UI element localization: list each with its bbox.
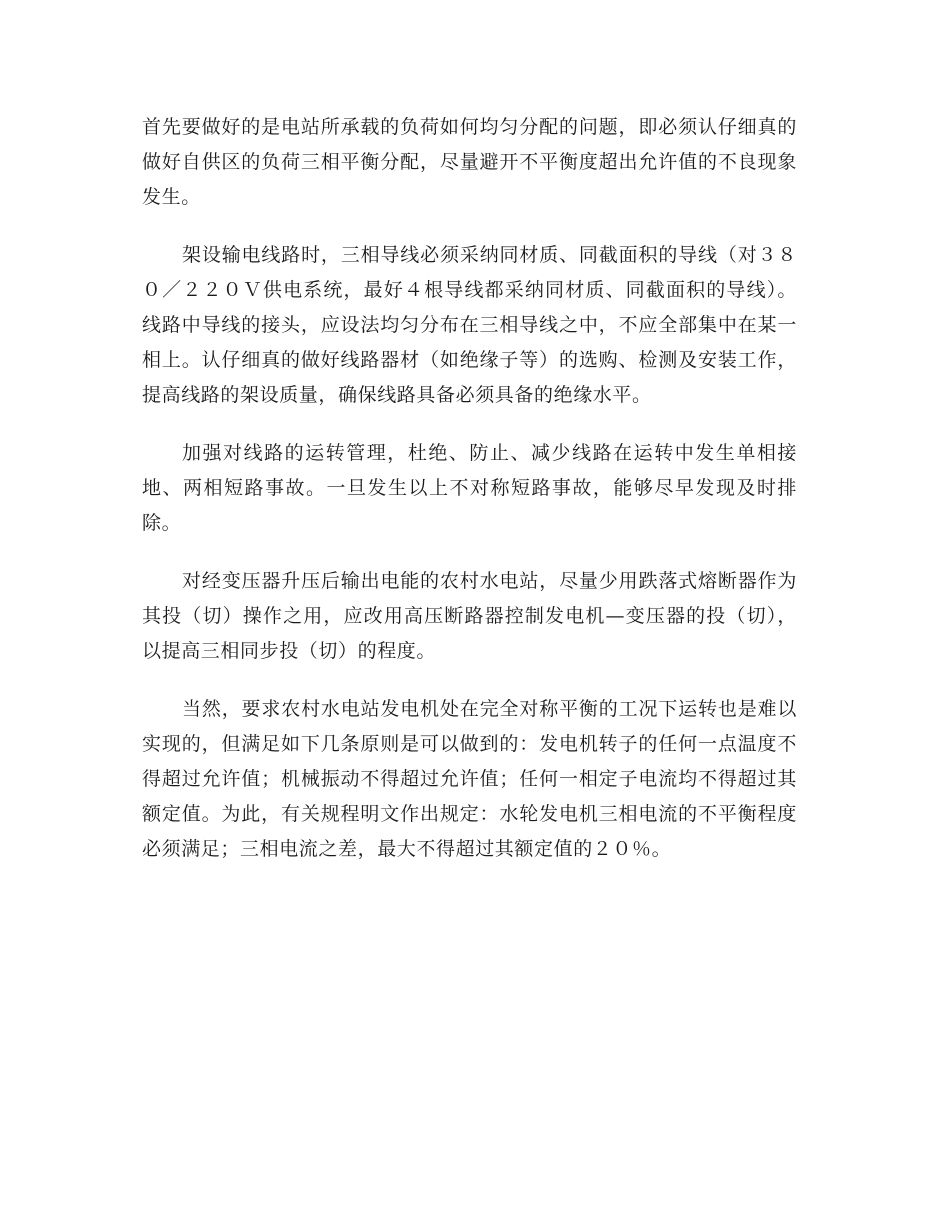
paragraph-4: 对经变压器升压后输出电能的农村水电站，尽量少用跌落式熔断器作为其投（切）操作之用，应改用高压断路器控制发电机—变压器的投（切），以提高三相同步投（切）的程度。: [142, 570, 797, 662]
document-body: [142, 110, 797, 890]
paragraph-1: 首先要做好的是电站所承载的负荷如何均匀分配的问题，即必须认仔细真的做好自供区的负荷三相平衡分配，尽量避开不平衡度超出允许值的不良现象发生。: [142, 116, 797, 208]
paragraph-5: 当然，要求农村水电站发电机处在完全对称平衡的工况下运转也是难以实现的，但满足如下几条原则是可以做到的：发电机转子的任何一点温度不得超过允许值；机械振动不得超过允许值；任何一相定子电流均不得超过其额定值。为此，有关规程明文作出规定：水轮发电机三相电流的不平衡程度必须满足；三相电流之差，最大不得超过其额定值的２０％。: [142, 698, 797, 860]
paragraph-3: 加强对线路的运转管理，杜绝、防止、减少线路在运转中发生单相接地、两相短路事故。一旦发生以上不对称短路事故，能够尽早发现及时排除。: [142, 442, 797, 534]
paragraph-2: 架设输电线路时，三相导线必须采纳同材质、同截面积的导线（对３８０／２２０Ｖ供电系统，最好４根导线都采纳同材质、同截面积的导线）。线路中导线的接头，应设法均匀分布在三相导线之中，不应全部集中在某一相上。认仔细真的做好线路器材（如绝缘子等）的选购、检测及安装工作，提高线路的架设质量，确保线路具备必须具备的绝缘水平。: [142, 244, 797, 406]
